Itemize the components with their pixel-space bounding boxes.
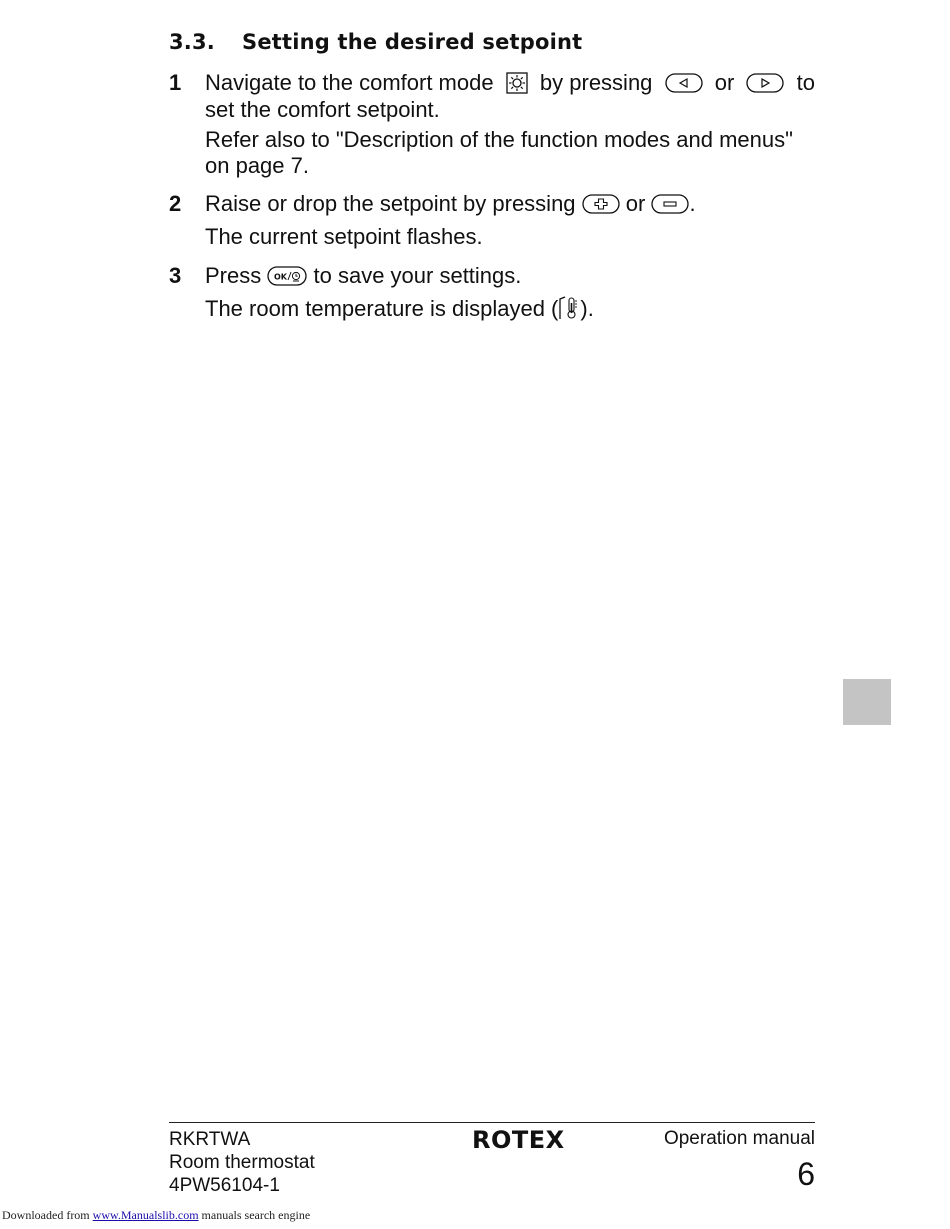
svg-text:ROTEX: ROTEX <box>472 1126 565 1154</box>
left-arrow-button-icon <box>665 73 703 93</box>
download-note: Downloaded from www.Manualslib.com manuals search engine <box>2 1208 311 1222</box>
plus-button-icon <box>582 194 620 214</box>
step-1-line-1: Navigate to the comfort mode by pressing or to <box>205 70 815 95</box>
step-1-line-2: set the comfort setpoint. <box>205 97 440 122</box>
step-2-line-1: Raise or drop the setpoint by pressing or . <box>205 191 696 216</box>
section-title: Setting the desired setpoint <box>242 30 583 54</box>
footer-product-info <box>169 1128 315 1197</box>
svg-text:OK: OK <box>274 272 288 282</box>
step-2-note-1: The current setpoint flashes. <box>205 224 483 249</box>
step-1-note-2: on page 7. <box>205 153 309 178</box>
footer-code: 4PW56104-1 <box>169 1175 280 1196</box>
footer-model: RKRTWA <box>169 1129 251 1150</box>
section-number: 3.3. <box>169 30 215 54</box>
ok-button-icon <box>267 266 307 286</box>
minus-button-icon <box>651 194 689 214</box>
comfort-mode-icon <box>506 72 528 94</box>
step-1-note-1: Refer also to "Description of the function modes and menus" <box>205 127 793 152</box>
page-number: 6 <box>797 1156 815 1192</box>
section-heading <box>169 30 582 54</box>
footer-divider <box>169 1122 815 1123</box>
chapter-side-tab <box>843 679 891 725</box>
right-arrow-button-icon <box>746 73 784 93</box>
step-3-note-1: The room temperature is displayed ( ). <box>205 296 594 321</box>
footer-doc-type: Operation manual <box>663 1128 815 1149</box>
room-temperature-icon <box>558 296 580 320</box>
step-3-line-1: Press OK to save your settings. <box>205 263 522 288</box>
step-1-number: 1 <box>169 70 182 95</box>
footer-product: Room thermostat <box>169 1152 315 1173</box>
manualslib-link[interactable]: www.Manualslib.com <box>92 1208 199 1222</box>
step-3-number: 3 <box>169 263 182 288</box>
rotex-logo <box>472 1126 565 1157</box>
step-2-number: 2 <box>169 191 182 216</box>
